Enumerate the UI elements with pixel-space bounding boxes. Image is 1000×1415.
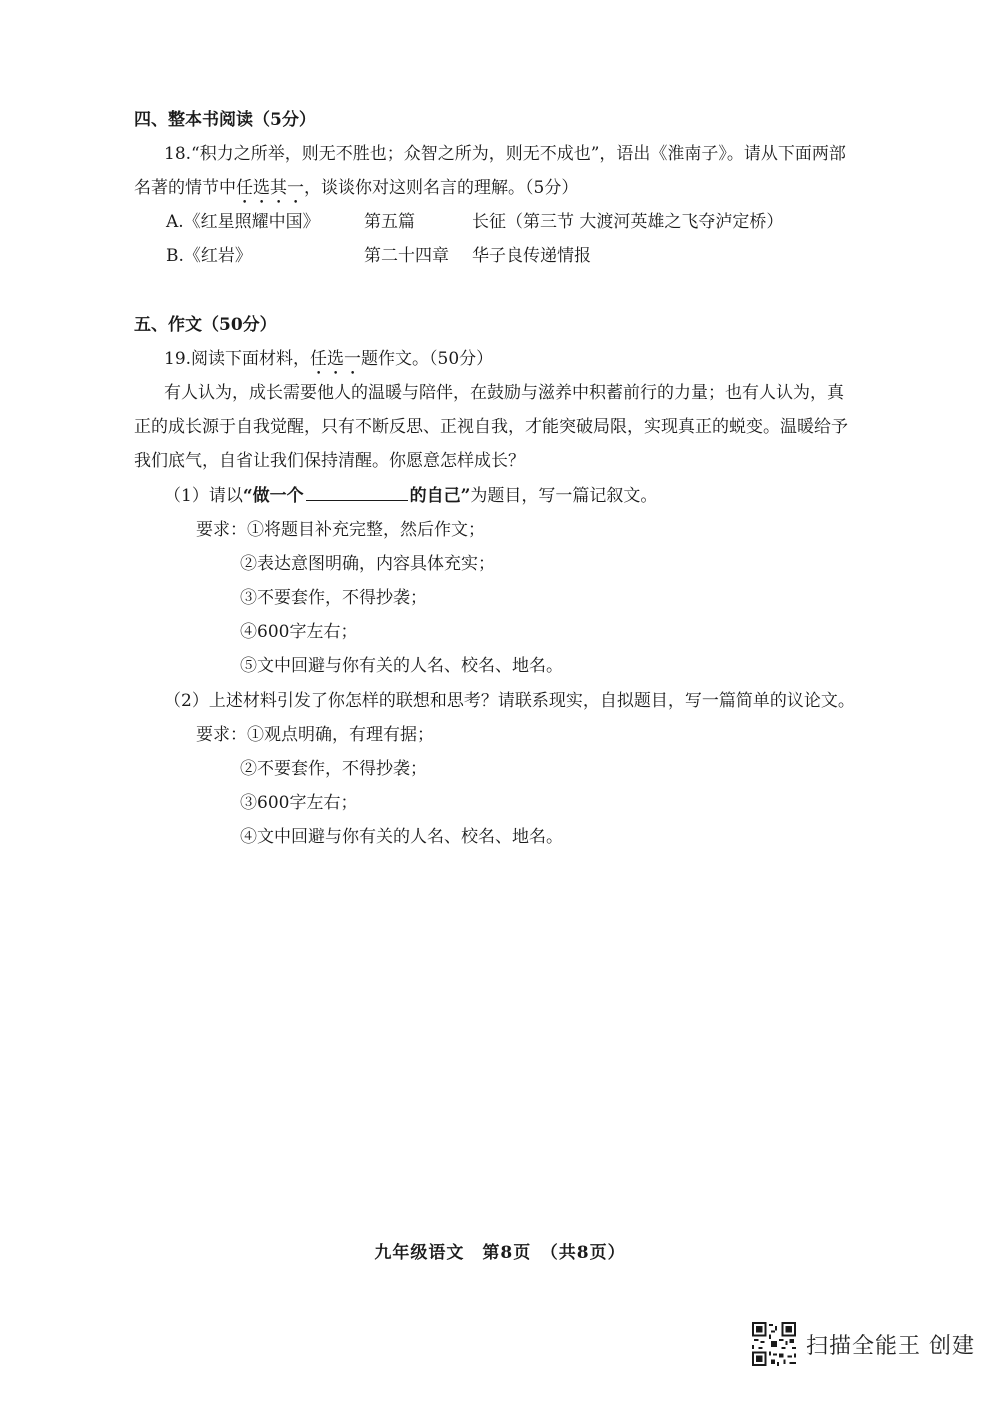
material-line-1: 有人认为，成长需要他人的温暖与陪伴，在鼓励与滋养中积蓄前行的力量；也有人认为，真: [164, 383, 844, 403]
scanner-stamp: [752, 1322, 975, 1366]
option-book: A.《红星照耀中国》: [166, 212, 320, 232]
q19-intro: 19.阅读下面材料，任选一题作文。（50分）: [164, 349, 494, 369]
section-5-heading: 五、作文（50分）: [134, 315, 277, 335]
requirement-item: ④文中回避与你有关的人名、校名、地名。: [240, 827, 563, 847]
requirements-label: 要求：: [196, 520, 247, 540]
emphasis-text: 任选一: [310, 349, 362, 369]
task-1-requirements: [196, 518, 485, 542]
option-book: B.《红岩》: [166, 246, 252, 266]
requirement-item: ⑤文中回避与你有关的人名、校名、地名。: [240, 656, 563, 676]
requirement-item: ③不要套作，不得抄袭；: [240, 588, 427, 608]
requirement-item: ①观点明确，有理有据；: [247, 725, 434, 745]
q18-line-1: 18.“积力之所举，则无不胜也；众智之所为，则无不成也”，语出《淮南子》。请从下面两部: [164, 144, 846, 164]
option-chapter: 第二十四章: [364, 246, 449, 266]
page-footer: 九年级语文 第8页 （共8页）: [374, 1243, 626, 1263]
title-blank: [306, 484, 408, 501]
task-1-prompt: （1）请以“做一个 的自己”为题目，写一篇记叙文。: [164, 486, 658, 506]
emphasis-text: 任选其一: [236, 178, 304, 198]
material-line-2: 正的成长源于自我觉醒，只有不断反思、正视自我，才能突破局限，实现真正的蜕变。温暖给予: [134, 417, 848, 437]
material-line-3: 我们底气，自省让我们保持清醒。你愿意怎样成长？: [134, 451, 525, 471]
requirement-item: ①将题目补充完整，然后作文；: [247, 520, 485, 540]
option-chapter: 第五篇: [364, 212, 415, 232]
stamp-text: 扫描全能王 创建: [806, 1333, 975, 1359]
task-2-requirements: [196, 723, 434, 747]
q18-line-2: 名著的情节中任选其一，谈谈你对这则名言的理解。（5分）: [134, 178, 579, 198]
requirement-item: ③600字左右；: [240, 793, 358, 813]
requirement-item: ②不要套作，不得抄袭；: [240, 759, 427, 779]
option-detail: 长征（第三节 大渡河英雄之飞夺泸定桥）: [472, 212, 784, 232]
task-2-prompt: （2）上述材料引发了你怎样的联想和思考？请联系现实，自拟题目，写一篇简单的议论文。: [164, 691, 855, 711]
option-detail: 华子良传递情报: [472, 246, 591, 266]
section-4-heading: 四、整本书阅读（5分）: [134, 110, 316, 130]
requirement-item: ④600字左右；: [240, 622, 358, 642]
requirement-item: ②表达意图明确，内容具体充实；: [240, 554, 495, 574]
requirements-label: 要求：: [196, 725, 247, 745]
qr-code-icon: [752, 1322, 796, 1366]
